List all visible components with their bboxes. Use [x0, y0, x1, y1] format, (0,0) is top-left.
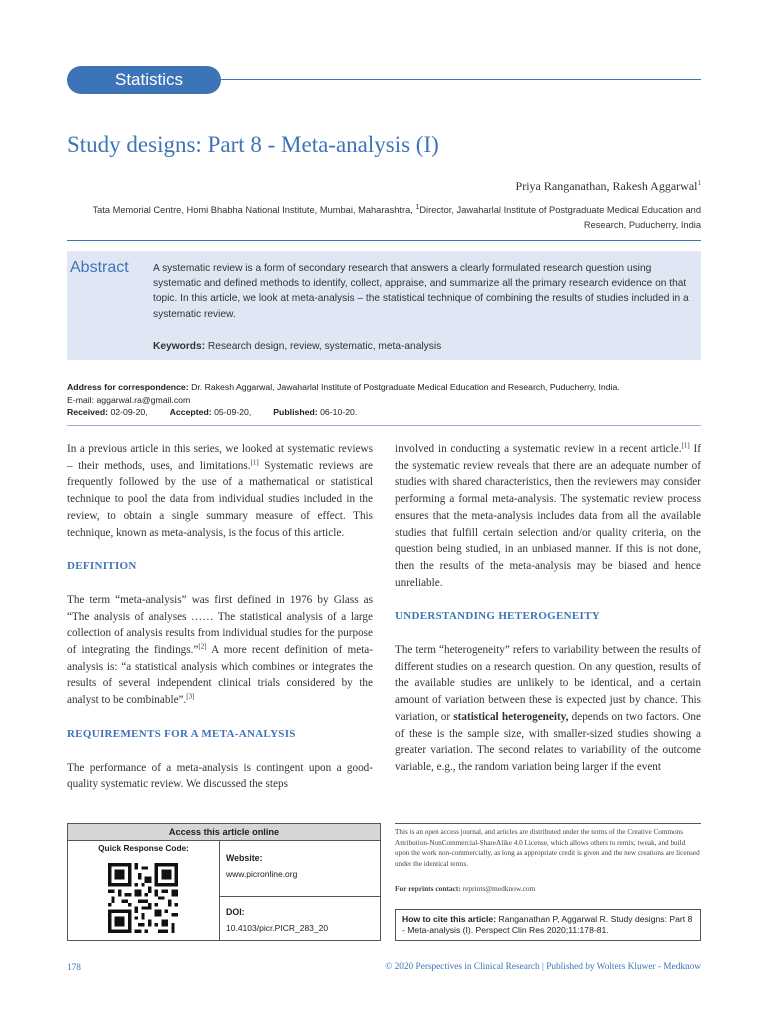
affiliation — [81, 203, 701, 233]
authors — [516, 179, 701, 194]
paragraph-requirements: The performance of a meta-analysis is contingent upon a good-quality systematic review. We discussed the steps — [67, 761, 373, 791]
heading-requirements: REQUIREMENTS FOR A META-ANALYSIS — [67, 727, 296, 740]
heading-definition: DEFINITION — [67, 560, 137, 573]
affiliation-part2: Director, Jawaharlal Institute of Postgraduate Medical Education and Research, Puducherry, India — [419, 205, 701, 230]
affiliation-sup: 1 — [415, 203, 420, 211]
body-column-left — [67, 441, 373, 793]
p1-text-a: In a previous article in this series, we looked at systematic reviews – their methods, uses, and limitations. — [67, 443, 373, 472]
doi-link[interactable]: 10.4103/picr.PICR_283_20 — [226, 923, 329, 933]
author-names: Priya Ranganathan, Rakesh Aggarwal — [515, 179, 698, 193]
p4-text-b: If the systematic review reveals that there are an adequate number of studies with shared characteristics, then the reviewers may consider performing a formal meta-analysis. The systematic review process ensures that the meta-analysis includes data from all the available studies that fulfill certain selection and/or quality criteria, on the question being studied, in an unbiased manner. If this is not done, then the results of the meta-analysis may be biased and hence unreliable. — [395, 443, 701, 589]
paragraph-intro — [67, 441, 373, 541]
reprints-label: For reprints contact: — [395, 884, 461, 893]
citation-text: Ranganathan P, Aggarwal R. Study designs: Part 8 - Meta-analysis (I). Perspect Clin Res 2020;11:178-81. — [402, 914, 693, 936]
published-date: 06-10-20. — [317, 407, 358, 417]
author-sup: 1 — [697, 179, 701, 187]
reprints-contact — [395, 884, 701, 893]
body-column-right — [395, 441, 701, 776]
article-title: Study designs: Part 8 - Meta-analysis (I) — [67, 132, 439, 157]
accepted-label: Accepted: — [169, 407, 212, 417]
footer-journal: © 2020 Perspectives in Clinical Research | Published by Wolters Kluwer - Medknow — [385, 962, 701, 972]
abstract-box — [67, 251, 701, 360]
doi-label: DOI: — [226, 907, 245, 917]
keywords-value: Research design, review, systematic, meta-analysis — [205, 341, 442, 352]
keywords-label: Keywords: — [153, 341, 206, 352]
article-dates — [67, 406, 701, 419]
section-label: Statistics — [67, 66, 221, 94]
access-box — [67, 823, 381, 941]
accepted-date: 05-09-20, — [211, 407, 252, 417]
access-links — [220, 841, 380, 940]
paragraph-definition — [67, 592, 373, 709]
p1-text-b: Systematic reviews are frequently followed by the use of a mathematical or statistical technique to pool the data from individual studies included in the review, to obtain a single summary measure of effect. This technique, known as meta-analysis, is the focus of this article. — [67, 459, 373, 539]
reprints-email[interactable]: reprints@medknow.com — [460, 884, 536, 893]
citation-ref[interactable]: [3] — [186, 692, 195, 701]
doi-cell — [220, 897, 380, 933]
abstract-keywords — [153, 341, 695, 352]
qr-cell — [68, 841, 220, 940]
citation-ref[interactable]: [1] — [250, 457, 259, 466]
paragraph-systematic — [395, 441, 701, 591]
p5-text-a: The term “heterogeneity” refers to variability between the results of different studies on a research question. On any question, results of the available studies are unlikely to be identical, and a certain amount of variation between these is expected just by chance. This variation, or — [395, 644, 701, 723]
p4-text-a: involved in conducting a systematic review in a recent article. — [395, 443, 682, 455]
website-cell — [220, 841, 380, 897]
citation-label: How to cite this article: — [402, 914, 497, 924]
qr-code-icon[interactable] — [108, 863, 178, 933]
correspondence — [67, 381, 701, 419]
p5-text-b: depends on two factors. One of these is the sample size, with smaller-sized studies showing a greater variation. The second relates to variability of the outcome variable, e.g., the random variation being larger if the event — [395, 710, 701, 773]
affiliation-part1: Tata Memorial Centre, Homi Bhabha National Institute, Mumbai, Maharashtra, — [92, 205, 416, 215]
p2-text-b: A more recent definition of meta-analysis is: “a statistical analysis which combines or integrates the results of several independent clinical trials considered by the analyst to be combinable”. — [67, 644, 373, 707]
citation-box — [395, 909, 701, 941]
correspondence-address: Dr. Rakesh Aggarwal, Jawaharlal Institute of Postgraduate Medical Education and Research, Puducherry, India. — [188, 382, 620, 392]
website-label: Website: — [226, 853, 263, 863]
divider-mid — [67, 425, 701, 426]
correspondence-label: Address for correspondence: — [67, 382, 189, 392]
section-rule — [200, 79, 701, 80]
received-label: Received: — [67, 407, 109, 417]
citation-ref[interactable]: [1] — [681, 441, 690, 450]
p2-text-a: The term “meta-analysis” was first defined in 1976 by Glass as “The analysis of analyses …… The statistical analysis of a large collection of analysis results from individual studies for the purpose of integrating the findings.” — [67, 593, 373, 657]
website-link[interactable]: www.picronline.org — [226, 869, 298, 879]
paragraph-heterogeneity — [395, 642, 701, 776]
divider-top — [67, 240, 701, 241]
published-label: Published: — [273, 407, 318, 417]
heading-heterogeneity: UNDERSTANDING HETEROGENEITY — [395, 610, 601, 623]
citation-ref[interactable]: [2] — [198, 642, 207, 651]
page-number: 178 — [67, 963, 81, 973]
received-date: 02-09-20, — [108, 407, 148, 417]
license-text: This is an open access journal, and articles are distributed under the terms of the Creative Commons Attribution-NonCommercial-ShareAlike 4.0 License, which allows others to remix, tweak, and build upon the work non-commercially, as long as appropriate credit is given and the new creations are licensed under the identical terms. — [395, 823, 701, 869]
p5-bold: statistical heterogeneity, — [453, 710, 569, 723]
correspondence-email[interactable]: E-mail: aggarwal.ra@gmail.com — [67, 394, 191, 405]
access-heading: Access this article online — [68, 824, 380, 841]
abstract-heading: Abstract — [70, 259, 129, 276]
abstract-text: A systematic review is a form of secondary research that answers a clearly formulated research question using systematic and defined methods to identify, collect, appraise, and summarize all the primary research evidence on that topic. In this article, we look at meta-analysis – the statistical technique of combining the results of studies included in a systematic review. — [153, 263, 689, 320]
qr-label: Quick Response Code: — [98, 843, 189, 853]
